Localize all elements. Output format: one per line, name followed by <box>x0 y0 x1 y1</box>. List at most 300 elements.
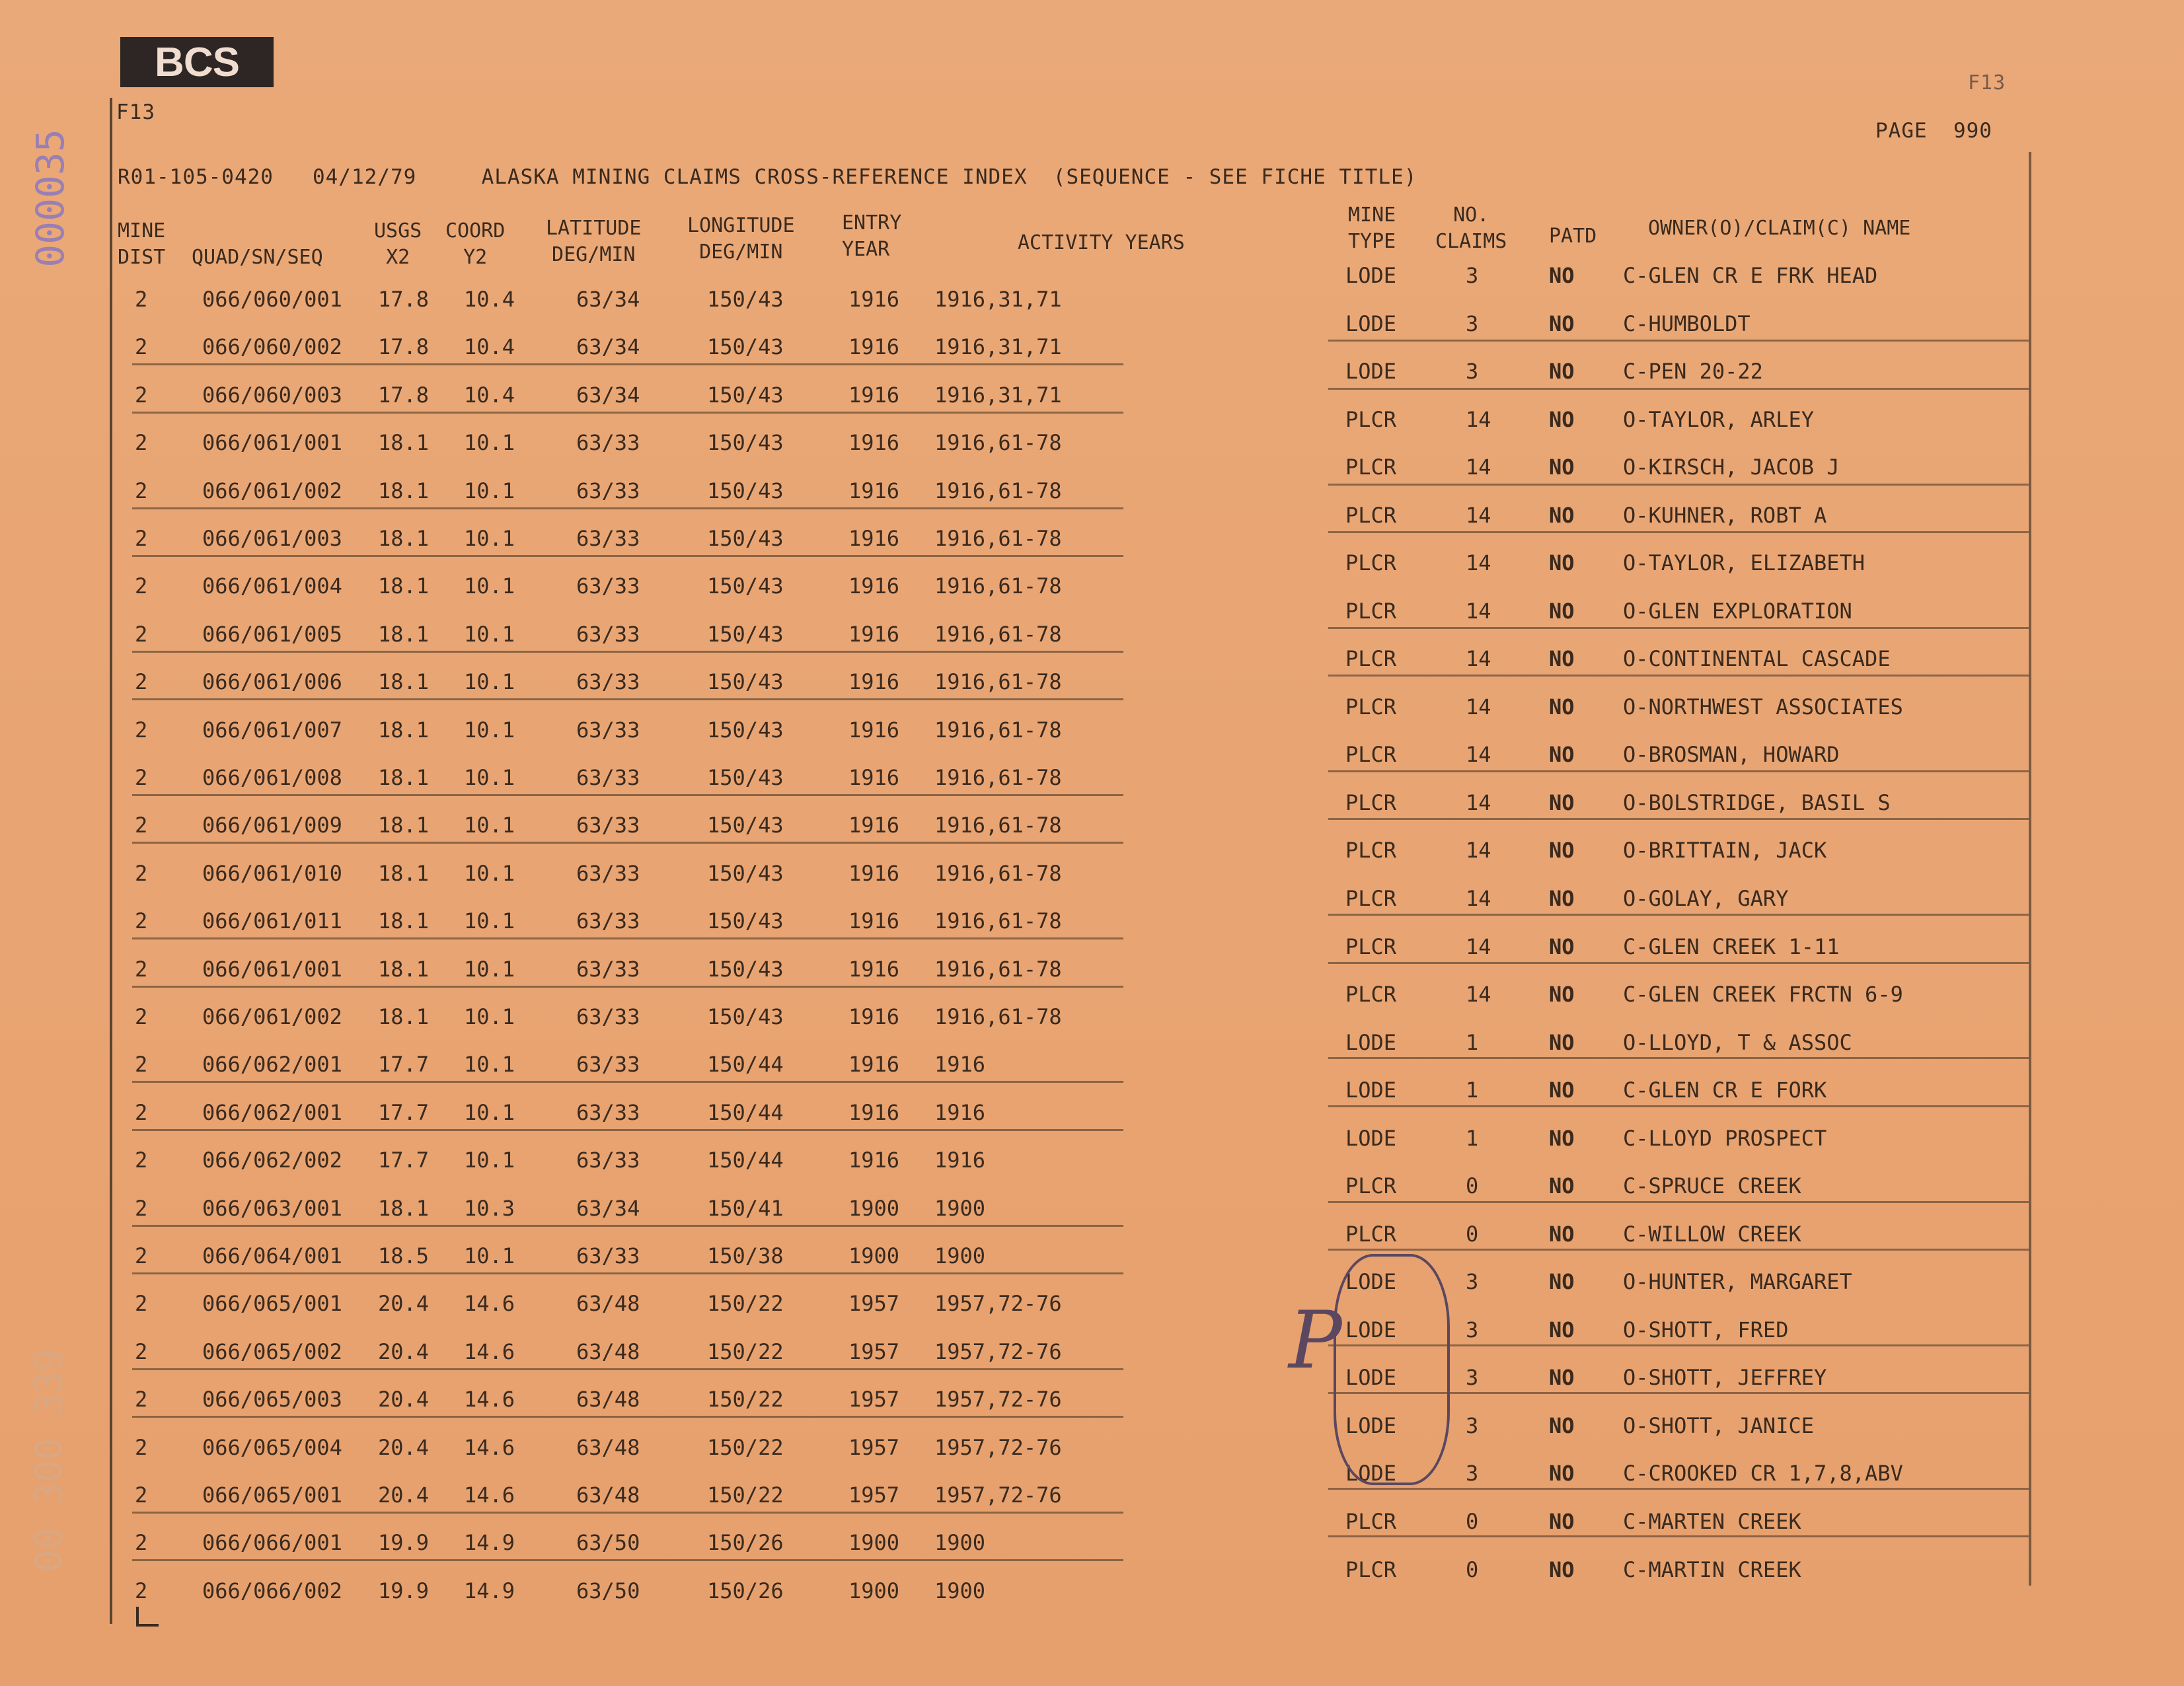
cell-claims: 0 <box>1466 1173 1479 1199</box>
cell-quad: 066/066/001 <box>202 1530 342 1556</box>
cell-mine-dist: 2 <box>135 1530 148 1556</box>
cell-owner-name: C-LLOYD PROSPECT <box>1623 1125 1827 1151</box>
cell-longitude: 150/44 <box>707 1052 784 1078</box>
cell-claims: 14 <box>1466 838 1491 863</box>
cell-mine-type: LODE <box>1345 1029 1397 1055</box>
cell-owner-name: O-GOLAY, GARY <box>1623 885 1789 911</box>
cell-mine-type: PLCR <box>1345 1508 1397 1534</box>
cell-activity-years: 1916 <box>934 1148 986 1173</box>
cell-activity-years: 1957,72-76 <box>934 1338 1062 1364</box>
cell-mine-dist: 2 <box>135 1243 148 1268</box>
cell-mine-type: PLCR <box>1345 982 1397 1008</box>
cell-coord-y: 10.4 <box>464 334 515 360</box>
cell-claims: 3 <box>1466 1365 1479 1391</box>
cell-coord-y: 10.1 <box>464 813 515 838</box>
cell-activity-years: 1916,61-78 <box>934 908 1062 934</box>
table-row <box>0 885 2184 947</box>
row-rule <box>132 986 1123 988</box>
cell-claims: 3 <box>1466 1412 1479 1438</box>
cell-claims: 3 <box>1466 311 1479 336</box>
cell-entry-year: 1916 <box>848 526 900 551</box>
cell-longitude: 150/26 <box>707 1530 784 1556</box>
cell-mine-dist: 2 <box>135 1099 148 1125</box>
cell-usgs-x: 18.5 <box>378 1243 430 1268</box>
cell-mine-type: PLCR <box>1345 646 1397 672</box>
cell-quad: 066/065/004 <box>202 1434 342 1460</box>
cell-mine-type: LODE <box>1345 263 1397 288</box>
cell-mine-type: LODE <box>1345 1365 1397 1391</box>
cell-usgs-x: 17.8 <box>378 287 430 312</box>
cell-owner-name: O-GLEN EXPLORATION <box>1623 598 1852 624</box>
cell-mine-dist: 2 <box>135 430 148 456</box>
cell-activity-years: 1916 <box>934 1052 986 1078</box>
cell-activity-years: 1916,61-78 <box>934 526 1062 551</box>
cell-latitude: 63/33 <box>576 908 640 934</box>
cell-longitude: 150/43 <box>707 813 784 838</box>
cell-entry-year: 1916 <box>848 382 900 408</box>
cell-usgs-x: 20.4 <box>378 1338 430 1364</box>
row-rule <box>132 1081 1123 1083</box>
table-row <box>0 1173 2184 1234</box>
cell-mine-type: LODE <box>1345 1078 1397 1103</box>
cell-claims: 3 <box>1466 359 1479 385</box>
cell-activity-years: 1916,61-78 <box>934 1004 1062 1029</box>
cell-usgs-x: 20.4 <box>378 1387 430 1412</box>
cell-entry-year: 1957 <box>848 1338 900 1364</box>
cell-entry-year: 1916 <box>848 813 900 838</box>
cell-patd: NO <box>1549 263 1575 288</box>
cell-activity-years: 1957,72-76 <box>934 1291 1062 1317</box>
cell-activity-years: 1957,72-76 <box>934 1483 1062 1508</box>
cell-coord-y: 14.9 <box>464 1578 515 1603</box>
table-row <box>0 1125 2184 1186</box>
cell-coord-y: 10.1 <box>464 717 515 743</box>
cell-usgs-x: 18.1 <box>378 860 430 886</box>
cell-patd: NO <box>1549 982 1575 1008</box>
cell-longitude: 150/22 <box>707 1338 784 1364</box>
cell-longitude: 150/44 <box>707 1099 784 1125</box>
cell-quad: 066/061/005 <box>202 621 342 647</box>
cell-mine-dist: 2 <box>135 956 148 982</box>
cell-activity-years: 1916,61-78 <box>934 860 1062 886</box>
cell-latitude: 63/33 <box>576 526 640 551</box>
cell-coord-y: 14.6 <box>464 1387 515 1412</box>
cell-patd: NO <box>1549 934 1575 959</box>
cell-mine-dist: 2 <box>135 1291 148 1317</box>
cell-entry-year: 1916 <box>848 287 900 312</box>
cell-latitude: 63/33 <box>576 860 640 886</box>
row-rule <box>1328 531 2029 533</box>
row-rule <box>132 1512 1123 1514</box>
bcs-logo: BCS <box>120 37 274 87</box>
cell-activity-years: 1916,31,71 <box>934 287 1062 312</box>
col-claims: NO. CLAIMS <box>1435 203 1507 253</box>
row-rule <box>132 555 1123 557</box>
cell-quad: 066/066/002 <box>202 1578 342 1603</box>
cell-usgs-x: 18.1 <box>378 908 430 934</box>
cell-usgs-x: 20.4 <box>378 1291 430 1317</box>
table-row <box>0 263 2184 325</box>
cell-usgs-x: 20.4 <box>378 1434 430 1460</box>
cell-coord-y: 10.1 <box>464 621 515 647</box>
cell-quad: 066/061/007 <box>202 717 342 743</box>
cell-longitude: 150/43 <box>707 765 784 790</box>
cell-patd: NO <box>1549 1365 1575 1391</box>
cell-patd: NO <box>1549 1269 1575 1295</box>
cell-coord-y: 10.1 <box>464 1052 515 1078</box>
cell-mine-dist: 2 <box>135 717 148 743</box>
cell-patd: NO <box>1549 694 1575 719</box>
table-row <box>0 694 2184 756</box>
cell-latitude: 63/33 <box>576 669 640 695</box>
cell-mine-dist: 2 <box>135 1578 148 1603</box>
cell-entry-year: 1900 <box>848 1530 900 1556</box>
report-title: ALASKA MINING CLAIMS CROSS-REFERENCE INDEX (SEQUENCE - SEE FICHE TITLE) <box>481 165 1417 189</box>
table-row <box>0 1221 2184 1282</box>
cell-usgs-x: 18.1 <box>378 813 430 838</box>
cell-owner-name: O-BRITTAIN, JACK <box>1623 838 1827 863</box>
report-header <box>118 165 1417 189</box>
handwritten-circle <box>1334 1254 1450 1485</box>
cell-owner-name: C-GLEN CR E FORK <box>1623 1078 1827 1103</box>
cell-quad: 066/061/002 <box>202 1004 342 1029</box>
cell-mine-dist: 2 <box>135 860 148 886</box>
cell-mine-type: LODE <box>1345 311 1397 336</box>
cell-activity-years: 1916 <box>934 1099 986 1125</box>
table-row <box>0 838 2184 899</box>
cell-entry-year: 1916 <box>848 334 900 360</box>
cell-usgs-x: 17.8 <box>378 382 430 408</box>
table-row <box>0 1029 2184 1090</box>
cell-owner-name: O-SHOTT, JANICE <box>1623 1412 1814 1438</box>
cell-coord-y: 10.1 <box>464 669 515 695</box>
cell-longitude: 150/44 <box>707 1148 784 1173</box>
cell-entry-year: 1916 <box>848 956 900 982</box>
cell-usgs-x: 18.1 <box>378 573 430 599</box>
cell-owner-name: O-NORTHWEST ASSOCIATES <box>1623 694 1903 719</box>
cell-quad: 066/063/001 <box>202 1195 342 1221</box>
cell-longitude: 150/43 <box>707 382 784 408</box>
cell-mine-type: PLCR <box>1345 838 1397 863</box>
cell-latitude: 63/33 <box>576 717 640 743</box>
cell-activity-years: 1916,61-78 <box>934 573 1062 599</box>
cell-mine-type: PLCR <box>1345 1557 1397 1582</box>
cell-quad: 066/061/003 <box>202 526 342 551</box>
cell-quad: 066/062/002 <box>202 1148 342 1173</box>
cell-quad: 066/060/003 <box>202 382 342 408</box>
cell-longitude: 150/22 <box>707 1483 784 1508</box>
row-rule <box>132 937 1123 939</box>
cell-coord-y: 10.1 <box>464 1243 515 1268</box>
cell-usgs-x: 18.1 <box>378 765 430 790</box>
row-rule <box>132 794 1123 796</box>
cell-owner-name: C-MARTIN CREEK <box>1623 1557 1801 1582</box>
row-rule <box>132 651 1123 653</box>
cell-quad: 066/065/001 <box>202 1291 342 1317</box>
cell-patd: NO <box>1549 455 1575 480</box>
cell-activity-years: 1900 <box>934 1578 986 1603</box>
cell-activity-years: 1916,61-78 <box>934 621 1062 647</box>
cell-entry-year: 1957 <box>848 1434 900 1460</box>
cell-mine-dist: 2 <box>135 621 148 647</box>
cell-quad: 066/061/001 <box>202 956 342 982</box>
cell-longitude: 150/22 <box>707 1291 784 1317</box>
cell-coord-y: 10.1 <box>464 908 515 934</box>
cell-coord-y: 14.6 <box>464 1483 515 1508</box>
cell-longitude: 150/43 <box>707 430 784 456</box>
row-rule <box>1328 818 2029 820</box>
table-row <box>0 1557 2184 1617</box>
cell-latitude: 63/48 <box>576 1483 640 1508</box>
cell-mine-dist: 2 <box>135 1195 148 1221</box>
cell-quad: 066/061/001 <box>202 430 342 456</box>
cell-patd: NO <box>1549 838 1575 863</box>
cell-mine-type: LODE <box>1345 359 1397 385</box>
cell-entry-year: 1900 <box>848 1243 900 1268</box>
cell-coord-y: 10.1 <box>464 573 515 599</box>
cell-latitude: 63/34 <box>576 1195 640 1221</box>
cell-owner-name: O-TAYLOR, ARLEY <box>1623 406 1814 432</box>
cell-activity-years: 1916,61-78 <box>934 765 1062 790</box>
cell-usgs-x: 18.1 <box>378 478 430 503</box>
cell-patd: NO <box>1549 789 1575 815</box>
cell-claims: 14 <box>1466 789 1491 815</box>
cell-latitude: 63/48 <box>576 1387 640 1412</box>
cell-coord-y: 14.6 <box>464 1291 515 1317</box>
cell-mine-type: PLCR <box>1345 742 1397 768</box>
cell-quad: 066/061/008 <box>202 765 342 790</box>
cell-activity-years: 1916,61-78 <box>934 430 1062 456</box>
cell-latitude: 63/33 <box>576 430 640 456</box>
cell-mine-dist: 2 <box>135 526 148 551</box>
cell-owner-name: O-KIRSCH, JACOB J <box>1623 455 1840 480</box>
cell-mine-dist: 2 <box>135 813 148 838</box>
cell-coord-y: 10.1 <box>464 860 515 886</box>
cell-usgs-x: 18.1 <box>378 1195 430 1221</box>
cell-activity-years: 1957,72-76 <box>934 1434 1062 1460</box>
cell-owner-name: O-KUHNER, ROBT A <box>1623 502 1827 528</box>
page-number: 990 <box>1953 119 1992 143</box>
cell-claims: 14 <box>1466 742 1491 768</box>
cell-activity-years: 1916,61-78 <box>934 813 1062 838</box>
cell-mine-dist: 2 <box>135 1483 148 1508</box>
cell-longitude: 150/43 <box>707 717 784 743</box>
cell-mine-type: PLCR <box>1345 598 1397 624</box>
cell-activity-years: 1916,61-78 <box>934 717 1062 743</box>
table-row <box>0 1269 2184 1329</box>
cell-latitude: 63/33 <box>576 1052 640 1078</box>
cell-longitude: 150/43 <box>707 908 784 934</box>
cell-usgs-x: 18.1 <box>378 956 430 982</box>
row-rule <box>1328 1249 2029 1251</box>
col-mine-dist: MINE DIST <box>118 219 166 269</box>
cell-patd: NO <box>1549 1557 1575 1582</box>
cell-entry-year: 1957 <box>848 1483 900 1508</box>
row-rule <box>132 507 1123 509</box>
row-rule <box>132 1129 1123 1131</box>
cell-latitude: 63/48 <box>576 1338 640 1364</box>
cell-latitude: 63/50 <box>576 1578 640 1603</box>
cell-claims: 3 <box>1466 1269 1479 1295</box>
row-rule <box>1328 627 2029 629</box>
cell-claims: 1 <box>1466 1078 1479 1103</box>
cell-activity-years: 1916,31,71 <box>934 334 1062 360</box>
cell-claims: 14 <box>1466 934 1491 959</box>
col-owner-claim-name: OWNER(O)/CLAIM(C) NAME <box>1648 217 1911 240</box>
cell-claims: 0 <box>1466 1508 1479 1534</box>
cell-mine-dist: 2 <box>135 1052 148 1078</box>
cell-latitude: 63/34 <box>576 287 640 312</box>
cell-mine-type: PLCR <box>1345 550 1397 576</box>
cell-mine-type: PLCR <box>1345 455 1397 480</box>
cell-mine-type: LODE <box>1345 1412 1397 1438</box>
cell-owner-name: C-HUMBOLDT <box>1623 311 1751 336</box>
cell-entry-year: 1916 <box>848 1052 900 1078</box>
cell-mine-dist: 2 <box>135 765 148 790</box>
cell-patd: NO <box>1549 885 1575 911</box>
table-row <box>0 550 2184 612</box>
cell-mine-dist: 2 <box>135 1387 148 1412</box>
cell-usgs-x: 17.8 <box>378 334 430 360</box>
cell-coord-y: 14.6 <box>464 1434 515 1460</box>
col-activity-years: ACTIVITY YEARS <box>1018 231 1185 254</box>
row-rule <box>132 412 1123 414</box>
cell-activity-years: 1916,61-78 <box>934 669 1062 695</box>
row-rule <box>132 698 1123 700</box>
cell-activity-years: 1900 <box>934 1195 986 1221</box>
cell-quad: 066/065/002 <box>202 1338 342 1364</box>
cell-mine-type: LODE <box>1345 1125 1397 1151</box>
cell-latitude: 63/48 <box>576 1291 640 1317</box>
cell-patd: NO <box>1549 1078 1575 1103</box>
cell-longitude: 150/43 <box>707 573 784 599</box>
cell-latitude: 63/33 <box>576 478 640 503</box>
cell-entry-year: 1916 <box>848 717 900 743</box>
cell-latitude: 63/33 <box>576 765 640 790</box>
cell-patd: NO <box>1549 1412 1575 1438</box>
cell-mine-type: PLCR <box>1345 1173 1397 1199</box>
cell-coord-y: 14.9 <box>464 1530 515 1556</box>
cell-entry-year: 1916 <box>848 573 900 599</box>
cell-quad: 066/062/001 <box>202 1099 342 1125</box>
handwritten-mark: P <box>1289 1295 1342 1387</box>
cell-claims: 14 <box>1466 646 1491 672</box>
cell-activity-years: 1916,61-78 <box>934 478 1062 503</box>
cell-longitude: 150/43 <box>707 621 784 647</box>
cell-owner-name: C-GLEN CREEK 1-11 <box>1623 934 1840 959</box>
cell-latitude: 63/34 <box>576 334 640 360</box>
cell-entry-year: 1916 <box>848 478 900 503</box>
cell-coord-y: 10.3 <box>464 1195 515 1221</box>
col-mine-type: MINE TYPE <box>1348 203 1396 253</box>
cell-claims: 0 <box>1466 1221 1479 1247</box>
table-row <box>0 311 2184 373</box>
cell-quad: 066/062/001 <box>202 1052 342 1078</box>
cell-mine-dist: 2 <box>135 382 148 408</box>
cell-claims: 1 <box>1466 1029 1479 1055</box>
cell-mine-type: PLCR <box>1345 885 1397 911</box>
col-coord: COORD Y2 <box>445 219 506 269</box>
row-rule <box>1328 770 2029 772</box>
cell-owner-name: O-BOLSTRIDGE, BASIL S <box>1623 789 1891 815</box>
cell-usgs-x: 18.1 <box>378 717 430 743</box>
cell-latitude: 63/33 <box>576 1243 640 1268</box>
cell-quad: 066/061/004 <box>202 573 342 599</box>
cell-patd: NO <box>1549 1221 1575 1247</box>
cell-owner-name: O-SHOTT, FRED <box>1623 1317 1789 1342</box>
cell-coord-y: 10.1 <box>464 1099 515 1125</box>
cell-longitude: 150/43 <box>707 526 784 551</box>
row-rule <box>132 1368 1123 1370</box>
fiche-id-left: F13 <box>116 100 155 124</box>
cell-patd: NO <box>1549 1317 1575 1342</box>
cell-coord-y: 10.1 <box>464 526 515 551</box>
cell-mine-type: PLCR <box>1345 789 1397 815</box>
cell-usgs-x: 20.4 <box>378 1483 430 1508</box>
col-usgs: USGS X2 <box>374 219 422 269</box>
row-rule <box>132 842 1123 844</box>
col-latitude: LATITUDE DEG/MIN <box>546 217 642 266</box>
row-rule <box>1328 675 2029 677</box>
page-label: PAGE <box>1875 119 1928 143</box>
col-entry-year: ENTRY YEAR <box>842 211 902 261</box>
cell-mine-dist: 2 <box>135 1148 148 1173</box>
cell-claims: 14 <box>1466 550 1491 576</box>
row-rule <box>1328 1057 2029 1059</box>
cell-usgs-x: 18.1 <box>378 526 430 551</box>
cell-usgs-x: 19.9 <box>378 1578 430 1603</box>
table-row <box>0 1508 2184 1568</box>
cell-latitude: 63/33 <box>576 1148 640 1173</box>
row-rule <box>132 1416 1123 1418</box>
cell-claims: 3 <box>1466 263 1479 288</box>
cell-latitude: 63/50 <box>576 1530 640 1556</box>
cell-longitude: 150/26 <box>707 1578 784 1603</box>
cell-activity-years: 1900 <box>934 1530 986 1556</box>
cell-activity-years: 1900 <box>934 1243 986 1268</box>
row-rule <box>1328 388 2029 390</box>
cell-usgs-x: 18.1 <box>378 669 430 695</box>
cell-owner-name: O-BROSMAN, HOWARD <box>1623 742 1840 768</box>
cell-longitude: 150/43 <box>707 334 784 360</box>
cell-longitude: 150/43 <box>707 956 784 982</box>
col-quad: QUAD/SN/SEQ <box>192 246 323 269</box>
cell-longitude: 150/41 <box>707 1195 784 1221</box>
cell-usgs-x: 18.1 <box>378 1004 430 1029</box>
cell-owner-name: O-LLOYD, T & ASSOC <box>1623 1029 1852 1055</box>
table-row <box>0 359 2184 421</box>
table-row <box>0 406 2184 468</box>
cell-quad: 066/061/002 <box>202 478 342 503</box>
cell-mine-dist: 2 <box>135 1004 148 1029</box>
cell-mine-type: PLCR <box>1345 934 1397 959</box>
cell-mine-type: PLCR <box>1345 502 1397 528</box>
cell-owner-name: C-CROOKED CR 1,7,8,ABV <box>1623 1461 1903 1486</box>
cell-entry-year: 1957 <box>848 1291 900 1317</box>
cell-usgs-x: 18.1 <box>378 430 430 456</box>
cell-coord-y: 10.1 <box>464 1148 515 1173</box>
cell-quad: 066/065/003 <box>202 1387 342 1412</box>
cell-patd: NO <box>1549 1029 1575 1055</box>
cell-usgs-x: 17.7 <box>378 1052 430 1078</box>
cell-mine-dist: 2 <box>135 287 148 312</box>
cell-owner-name: C-GLEN CR E FRK HEAD <box>1623 263 1878 288</box>
cell-entry-year: 1916 <box>848 1148 900 1173</box>
cell-activity-years: 1916,61-78 <box>934 956 1062 982</box>
cell-entry-year: 1916 <box>848 1099 900 1125</box>
cell-coord-y: 10.1 <box>464 765 515 790</box>
cell-patd: NO <box>1549 742 1575 768</box>
